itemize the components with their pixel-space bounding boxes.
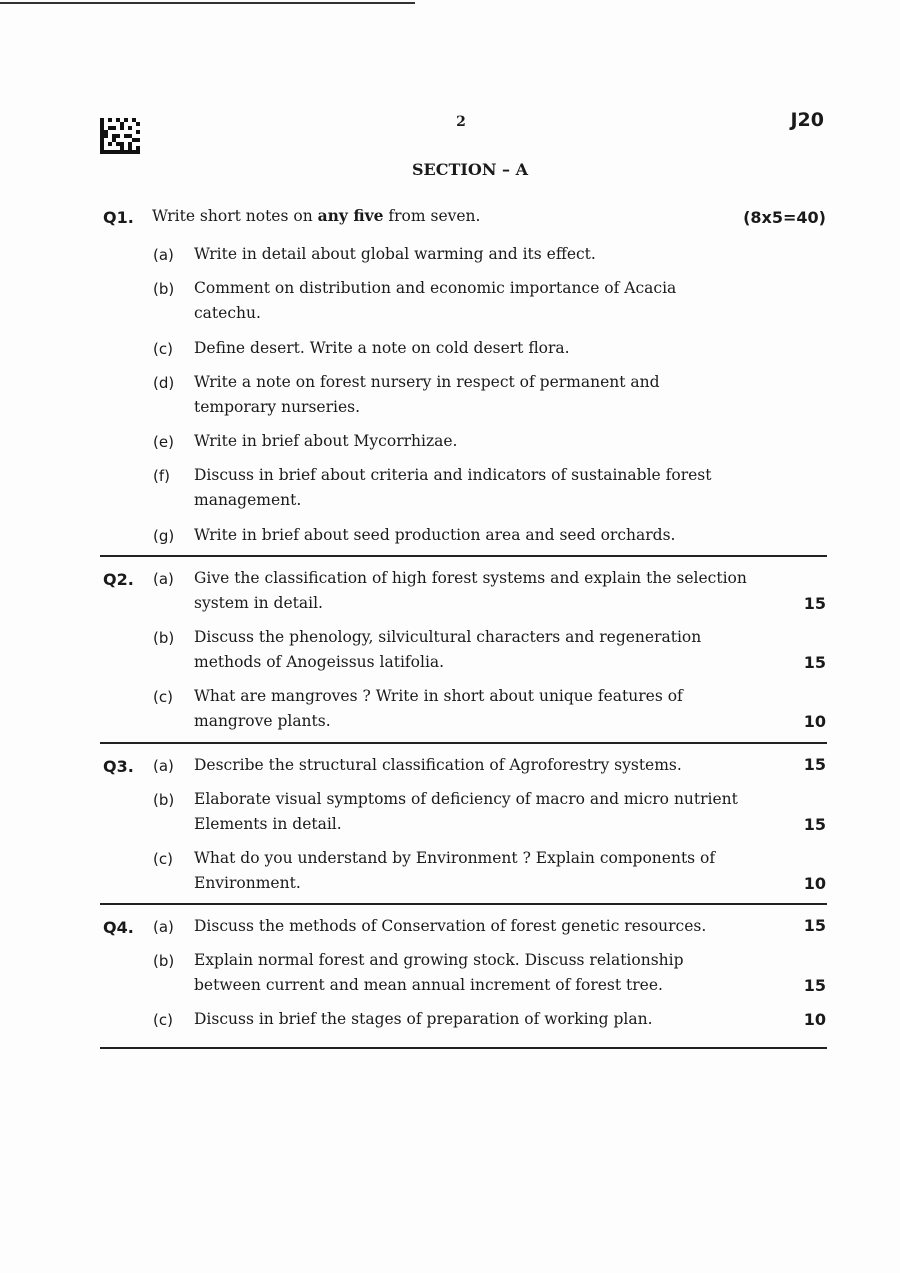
part-label: (a) — [153, 246, 174, 264]
divider — [100, 903, 827, 905]
datamatrix-barcode — [100, 118, 140, 154]
part-label: (c) — [153, 1011, 173, 1029]
part-label: (d) — [153, 374, 175, 392]
part-marks: 15 — [803, 755, 826, 774]
part-text: Give the classification of high forest systems and explain the selection system in detail. — [194, 569, 747, 612]
divider — [100, 555, 827, 557]
part-label: (g) — [153, 527, 175, 545]
page-number: 2 — [456, 114, 466, 130]
part-text: Elaborate visual symptoms of deficiency of macro and micro nutrient Elements in detail. — [194, 790, 738, 833]
part-text: Define desert. Write a note on cold desert flora. — [194, 339, 570, 357]
top-border-line — [0, 2, 415, 4]
part-text: Discuss the phenology, silvicultural characters and regeneration methods of Anogeissus latifolia. — [194, 628, 702, 671]
part-text: Discuss in brief the stages of preparation of working plan. — [194, 1010, 653, 1028]
part-label: (b) — [153, 629, 175, 647]
question-label-q4: Q4. — [103, 918, 134, 937]
part-text: Comment on distribution and economic importance of Acacia catechu. — [194, 279, 677, 322]
part-label: (b) — [153, 791, 175, 809]
part-text: Discuss the methods of Conservation of forest genetic resources. — [194, 917, 707, 935]
part-marks: 10 — [803, 874, 826, 893]
part-text: Write in brief about Mycorrhizae. — [194, 432, 458, 450]
part-marks: 15 — [803, 815, 826, 834]
part-label: (f) — [153, 467, 170, 485]
part-text: Explain normal forest and growing stock. Discuss relationship between current and mean annual increment of forest tree. — [194, 951, 684, 994]
part-text: Write in detail about global warming and its effect. — [194, 245, 596, 263]
part-text: Discuss in brief about criteria and indicators of sustainable forest management. — [194, 466, 712, 509]
part-label: (c) — [153, 688, 173, 706]
question-label-q1: Q1. — [103, 208, 134, 227]
part-marks: 15 — [803, 594, 826, 613]
paper-code: J20 — [790, 109, 824, 131]
part-text: Write a note on forest nursery in respect of permanent and temporary nurseries. — [194, 373, 660, 416]
q1-marks: (8x5=40) — [743, 208, 826, 227]
part-marks: 15 — [803, 916, 826, 935]
part-label: (a) — [153, 757, 174, 775]
part-label: (b) — [153, 280, 175, 298]
divider — [100, 742, 827, 744]
part-label: (e) — [153, 433, 174, 451]
part-marks: 10 — [803, 712, 826, 731]
part-marks: 10 — [803, 1010, 826, 1029]
question-label-q2: Q2. — [103, 570, 134, 589]
section-title: SECTION – A — [412, 160, 528, 179]
part-label: (a) — [153, 570, 174, 588]
part-text: What do you understand by Environment ? Explain components of Environment. — [194, 849, 716, 892]
part-label: (c) — [153, 850, 173, 868]
part-label: (a) — [153, 918, 174, 936]
part-text: What are mangroves ? Write in short about unique features of mangrove plants. — [194, 687, 683, 730]
q1-stem: Write short notes on any five from seven. — [152, 206, 481, 225]
divider — [100, 1047, 827, 1049]
question-label-q3: Q3. — [103, 757, 134, 776]
part-label: (c) — [153, 340, 173, 358]
part-marks: 15 — [803, 653, 826, 672]
part-text: Describe the structural classification of Agroforestry systems. — [194, 756, 682, 774]
part-text: Write in brief about seed production area and seed orchards. — [194, 526, 676, 544]
part-marks: 15 — [803, 976, 826, 995]
part-label: (b) — [153, 952, 175, 970]
